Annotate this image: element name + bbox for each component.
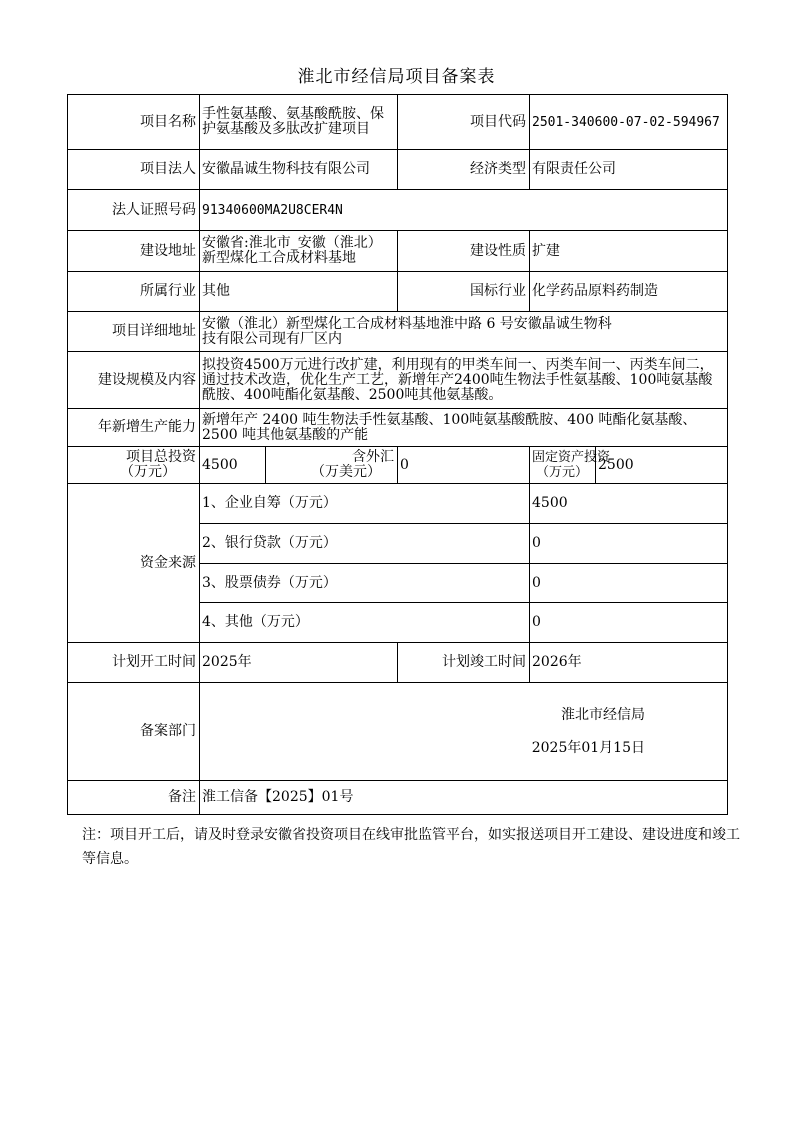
nature-label: 建设性质	[398, 231, 530, 272]
row-scale	[68, 352, 728, 409]
project-name-value: 手性氨基酸、氨基酸酰胺、保护氨基酸及多肽改扩建项目	[200, 95, 398, 150]
start-label: 计划开工时间	[68, 643, 200, 683]
remark-label: 备注	[68, 781, 200, 815]
funding-item-label: 4、其他（万元）	[200, 603, 530, 643]
total-invest-label-line1: 项目总投资	[126, 449, 196, 465]
row-remark	[68, 781, 728, 815]
total-invest-value: 4500	[200, 447, 266, 484]
funding-item-value: 0	[530, 603, 728, 643]
address-label: 建设地址	[68, 231, 200, 272]
end-value: 2026年	[530, 643, 728, 683]
license-value: 91340600MA2U8CER4N	[200, 190, 728, 231]
row-funding-1	[68, 484, 728, 524]
fixed-invest-label-line2: （万元）	[535, 465, 588, 480]
legal-person-value: 安徽晶诚生物科技有限公司	[200, 150, 398, 190]
total-invest-label-line2: （万元）	[120, 464, 176, 480]
row-schedule	[68, 643, 728, 683]
national-industry-label: 国标行业	[398, 272, 530, 312]
detail-address-label: 项目详细地址	[68, 312, 200, 352]
address-value: 安徽省:淮北市_安徽（淮北）新型煤化工合成材料基地	[200, 231, 398, 272]
row-industry	[68, 272, 728, 312]
econ-type-value: 有限责任公司	[530, 150, 728, 190]
funding-item-value: 0	[530, 564, 728, 603]
project-code-value: 2501-340600-07-02-594967	[530, 95, 728, 150]
fixed-invest-label	[530, 447, 611, 484]
capacity-label: 年新增生产能力	[68, 409, 200, 447]
funding-item-value: 0	[530, 524, 728, 564]
row-project-name	[68, 95, 728, 150]
funding-item-label: 3、股票债券（万元）	[200, 564, 530, 603]
national-industry-value: 化学药品原料药制造	[530, 272, 728, 312]
econ-type-label: 经济类型	[398, 150, 530, 190]
forex-label-line2: （万美元）	[311, 464, 381, 480]
funding-label: 资金来源	[68, 484, 200, 643]
row-detail-address	[68, 312, 728, 352]
dept-cell	[200, 683, 728, 781]
detail-address-value: 安徽（淮北）新型煤化工合成材料基地淮中路 6 号安徽晶诚生物科技有限公司现有厂区内	[200, 312, 728, 352]
legal-person-label: 项目法人	[68, 150, 200, 190]
dept-date: 2025年01月15日	[531, 739, 645, 756]
total-invest-label	[68, 447, 200, 484]
footnote: 注：项目开工后，请及时登录安徽省投资项目在线审批监管平台，如实报送项目开工建设、建设进度和竣工等信息。	[82, 827, 740, 867]
fixed-invest-label-line1: 固定资产投资	[532, 450, 611, 465]
license-label: 法人证照号码	[68, 190, 200, 231]
end-label: 计划竣工时间	[398, 643, 530, 683]
row-dept	[68, 683, 728, 781]
dept-name: 淮北市经信局	[561, 706, 645, 723]
start-value: 2025年	[200, 643, 398, 683]
industry-value: 其他	[200, 272, 398, 312]
nature-value: 扩建	[530, 231, 728, 272]
forex-value: 0	[398, 447, 530, 484]
funding-item-label: 1、企业自筹（万元）	[200, 484, 530, 524]
industry-label: 所属行业	[68, 272, 200, 312]
row-capacity	[68, 409, 728, 447]
funding-item-label: 2、银行贷款（万元）	[200, 524, 530, 564]
scale-label: 建设规模及内容	[68, 352, 200, 409]
dept-label: 备案部门	[68, 683, 200, 781]
scale-value: 拟投资4500万元进行改扩建，利用现有的甲类车间一、丙类车间一、丙类车间二，通过技术改造，优化生产工艺，新增年产2400吨生物法手性氨基酸、100吨氨基酸酰胺、400吨酯化氨基酸、2500吨其他氨基酸。	[200, 352, 728, 409]
project-code-label: 项目代码	[398, 95, 530, 150]
forex-label	[266, 447, 398, 484]
row-license	[68, 190, 728, 231]
project-name-label: 项目名称	[68, 95, 200, 150]
row-legal-person	[68, 150, 728, 190]
record-table	[67, 94, 728, 815]
remark-value: 淮工信备【2025】01号	[200, 781, 728, 815]
page-title: 淮北市经信局项目备案表	[297, 67, 496, 87]
row-investment	[68, 447, 728, 484]
funding-item-value: 4500	[530, 484, 728, 524]
capacity-value: 新增年产 2400 吨生物法手性氨基酸、100吨氨基酸酰胺、400 吨酯化氨基酸、2500 吨其他氨基酸的产能	[200, 409, 728, 447]
row-address	[68, 231, 728, 272]
forex-label-line1: 含外汇	[352, 449, 394, 465]
fixed-invest-value: 2500	[596, 447, 728, 484]
